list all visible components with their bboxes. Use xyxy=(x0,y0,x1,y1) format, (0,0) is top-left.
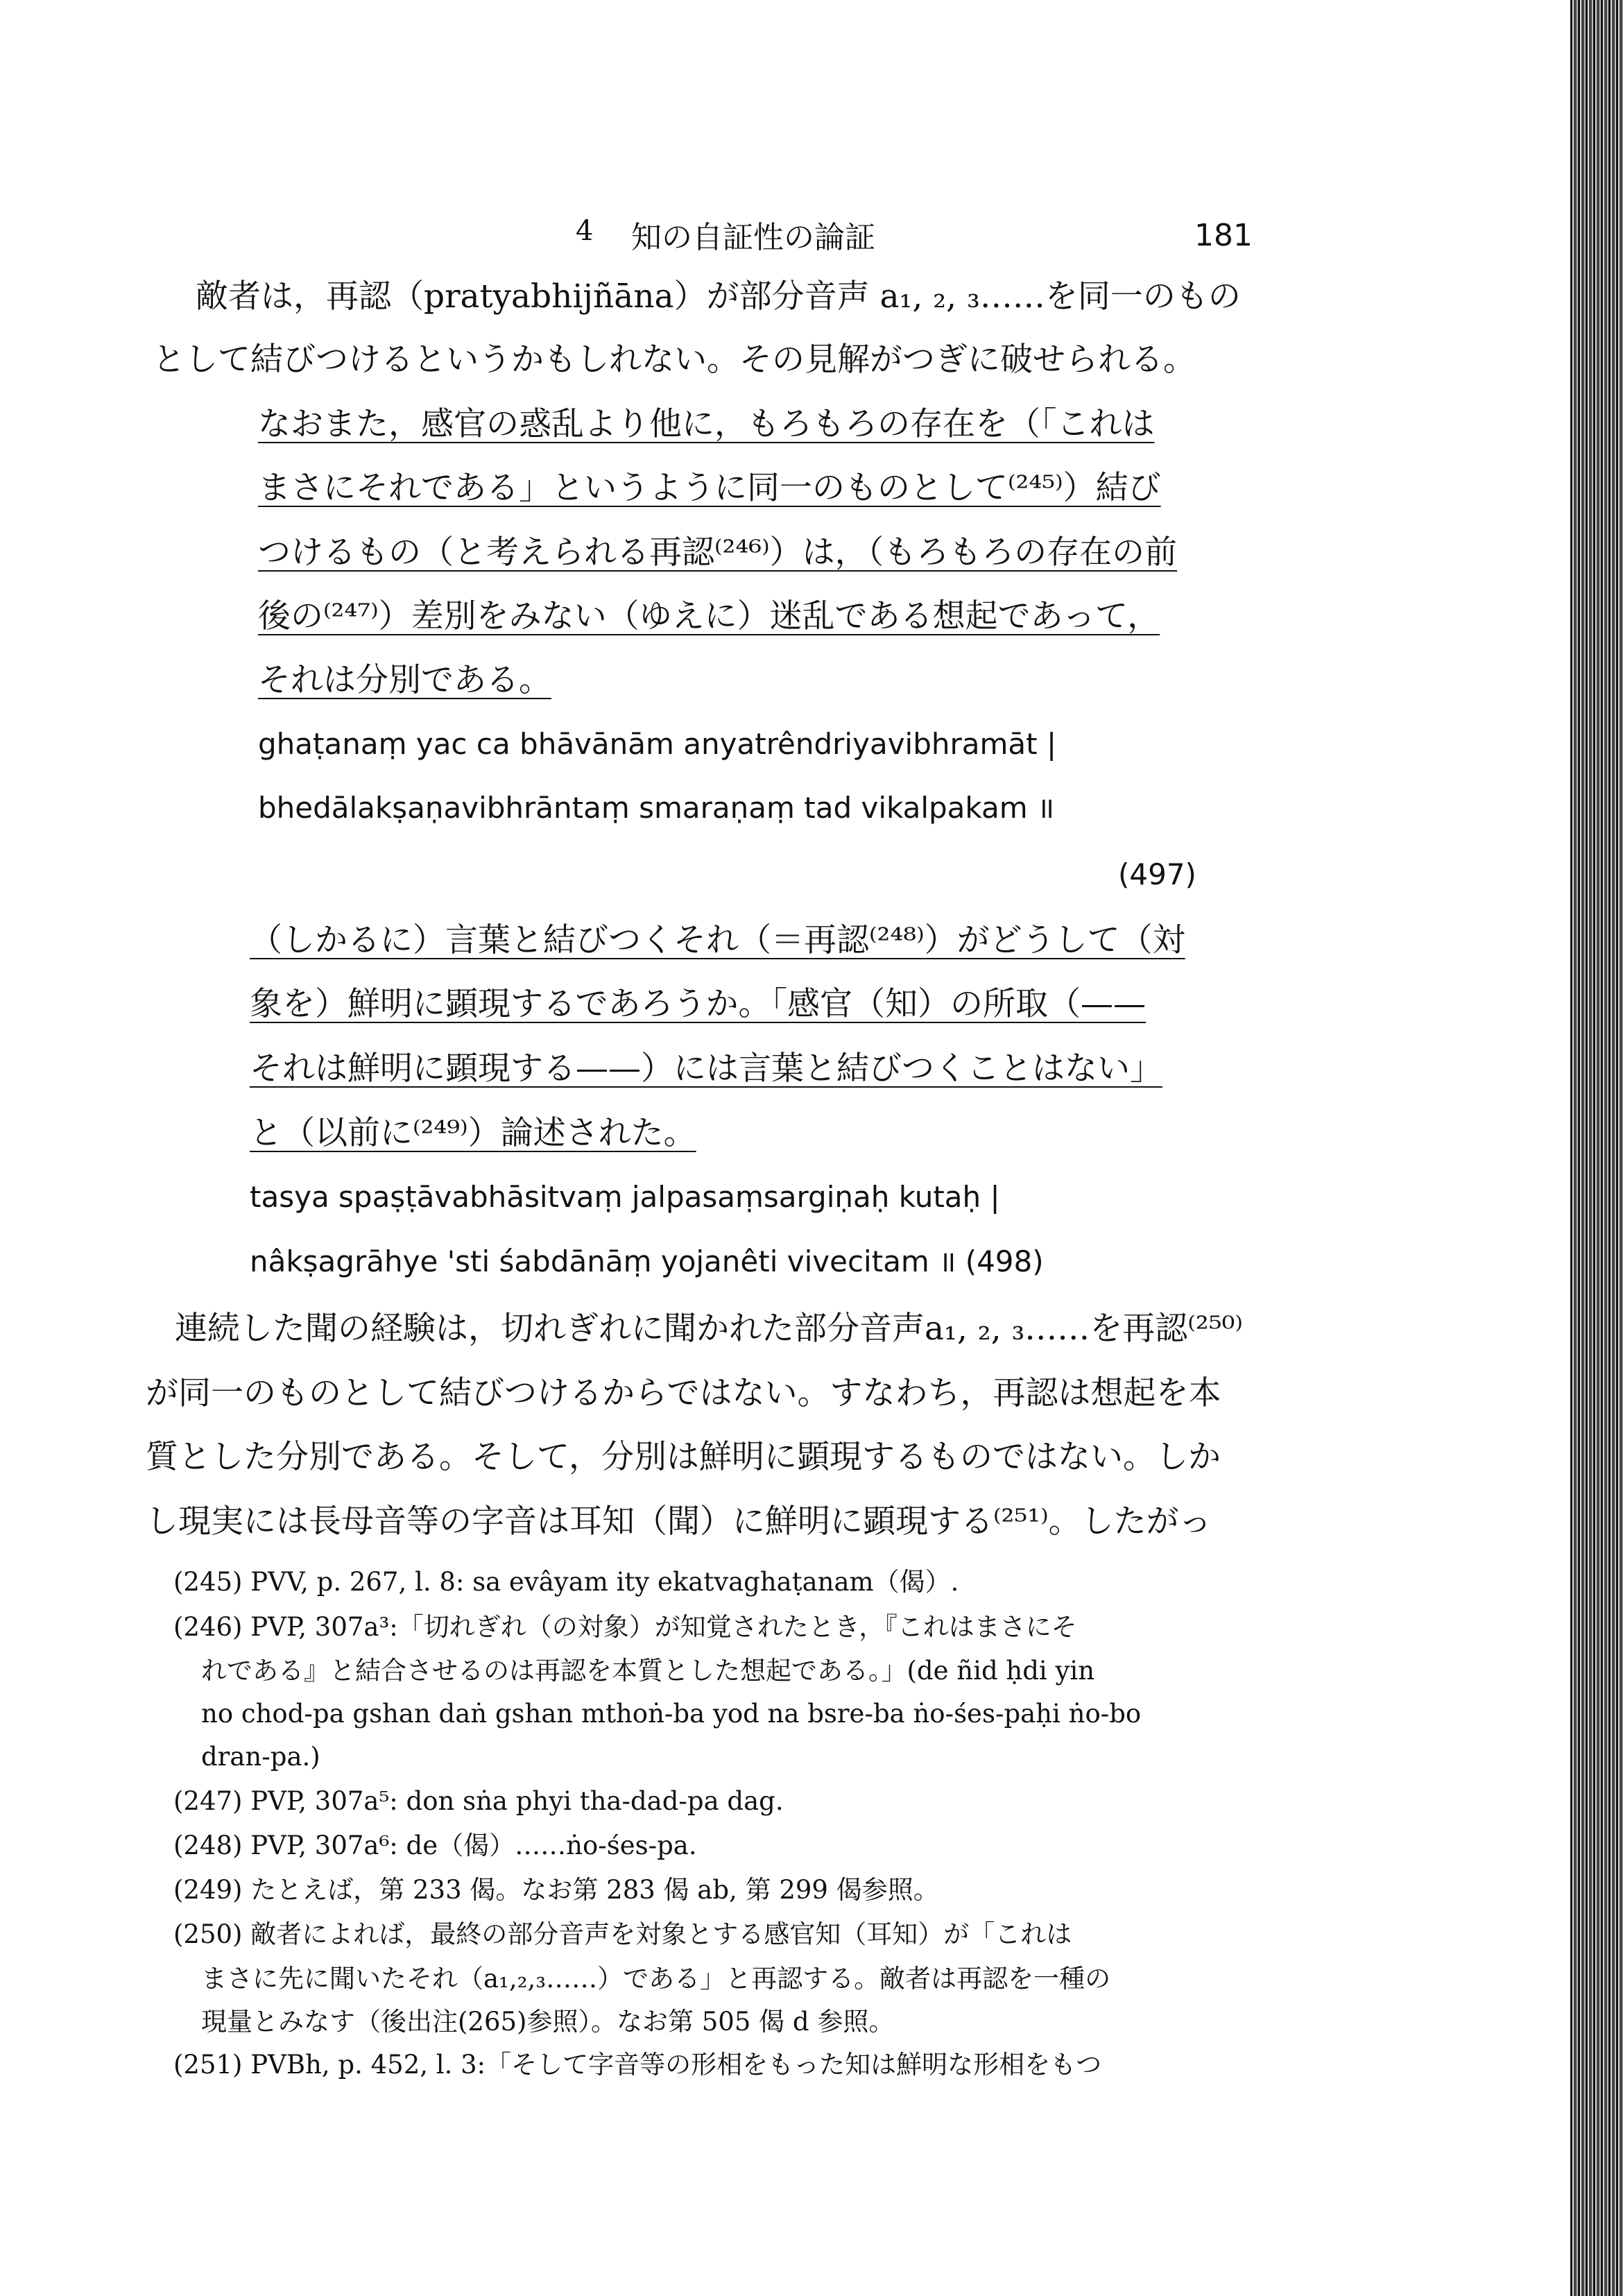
footnote-246: (246) PVP, 307a³:「切れぎれ（の対象）が知覚されたとき，『これはまさにそ xyxy=(173,1612,1077,1642)
footnote-249: (249) たとえば，第 233 偈。なお第 283 偈 ab, 第 299 偈参照。 xyxy=(173,1875,939,1905)
footnote-251: (251) PVBh, p. 452, l. 3:「そして字音等の形相をもった知は鮮明な形相をもつ xyxy=(173,2050,1102,2080)
footnote-246-cont: れである』と結合させるのは再認を本質とした想起である。」(de ñid ḥdi yin xyxy=(201,1656,1095,1686)
book-spine-edge xyxy=(1570,0,1623,2296)
text-line: 質とした分別である。そして，分別は鮮明に顕現するものではない。しか xyxy=(146,1438,1221,1476)
verse-line: つけるもの（と考えられる再認⁽²⁴⁶⁾）は，（もろもろの存在の前 xyxy=(258,533,1178,572)
footnote-250-cont: まさに先に聞いたそれ（a₁,₂,₃……）である」と再認する。敵者は再認を一種の xyxy=(201,1964,1111,1994)
verse-line: （しかるに）言葉と結びつくそれ（＝再認⁽²⁴⁸⁾）がどうして（対 xyxy=(250,921,1185,959)
sanskrit-line: ghaṭanaṃ yac ca bhāvānām anyatrêndriyavibhramāt | xyxy=(258,727,1057,761)
verse-line: それは鮮明に顕現する——）には言葉と結びつくことはない」 xyxy=(250,1050,1162,1088)
footnote-250: (250) 敵者によれば，最終の部分音声を対象とする感官知（耳知）が「これは xyxy=(173,1919,1072,1949)
footnote-250-cont: 現量とみなす（後出注(265)参照）。なお第 505 偈 d 参照。 xyxy=(201,2007,895,2037)
verse-line: 後の⁽²⁴⁷⁾）差別をみない（ゆえに）迷乱である想起であって， xyxy=(258,597,1160,635)
verse-line: なおまた，感官の惑乱より他に，もろもろの存在を（「これは xyxy=(258,405,1155,443)
verse-line: 象を）鮮明に顕現するであろうか。「感官（知）の所取（—— xyxy=(250,985,1147,1023)
text-line: 連続した聞の経験は，切れぎれに聞かれた部分音声a₁, ₂, ₃……を再認⁽²⁵⁰⁾ xyxy=(175,1310,1243,1348)
text-line: として結びつけるというかもしれない。その見解がつぎに破せられる。 xyxy=(153,341,1196,379)
chapter-number: 4 xyxy=(576,215,594,247)
verse-line: と（以前に⁽²⁴⁹⁾）論述された。 xyxy=(250,1114,696,1152)
sanskrit-line: tasya spaṣṭāvabhāsitvaṃ jalpasaṃsargiṇaḥ kutaḥ | xyxy=(250,1180,1000,1214)
footnote-245: (245) PVV, p. 267, l. 8: sa evâyam ity ekatvaghaṭanam（偈）. xyxy=(173,1567,959,1597)
running-header xyxy=(0,208,1623,264)
verse-line: まさにそれである」というように同一のものとして⁽²⁴⁵⁾）結び xyxy=(258,469,1161,507)
text-line: が同一のものとして結びつけるからではない。すなわち，再認は想起を本 xyxy=(146,1374,1221,1412)
text-line: 敵者は，再認（pratyabhijñāna）が部分音声 a₁, ₂, ₃……を同一のもの xyxy=(196,277,1241,316)
sanskrit-line: nâkṣagrāhye 'sti śabdānāṃ yojanêti vivecitam ॥ (498) xyxy=(250,1244,1044,1278)
footnote-246-cont: no chod-pa gshan daṅ gshan mthoṅ-ba yod na bsre-ba ṅo-śes-paḥi ṅo-bo xyxy=(201,1699,1142,1729)
text-line: し現実には長母音等の字音は耳知（聞）に鮮明に顕現する⁽²⁵¹⁾。したがっ xyxy=(146,1502,1212,1541)
verse-line: それは分別である。 xyxy=(258,661,551,699)
chapter-title: 知の自証性の論証 xyxy=(631,220,875,255)
footnote-246-cont: dran-pa.) xyxy=(201,1742,320,1772)
footnote-247: (247) PVP, 307a⁵: don sṅa phyi tha-dad-pa dag. xyxy=(173,1786,784,1816)
verse-number: (497) xyxy=(1118,857,1196,891)
footnote-248: (248) PVP, 307a⁶: de（偈）……ṅo-śes-pa. xyxy=(173,1831,697,1860)
sanskrit-line: bhedālakṣaṇavibhrāntaṃ smaraṇaṃ tad vikalpakam ॥ xyxy=(258,791,1055,825)
page-number: 181 xyxy=(1194,218,1253,253)
